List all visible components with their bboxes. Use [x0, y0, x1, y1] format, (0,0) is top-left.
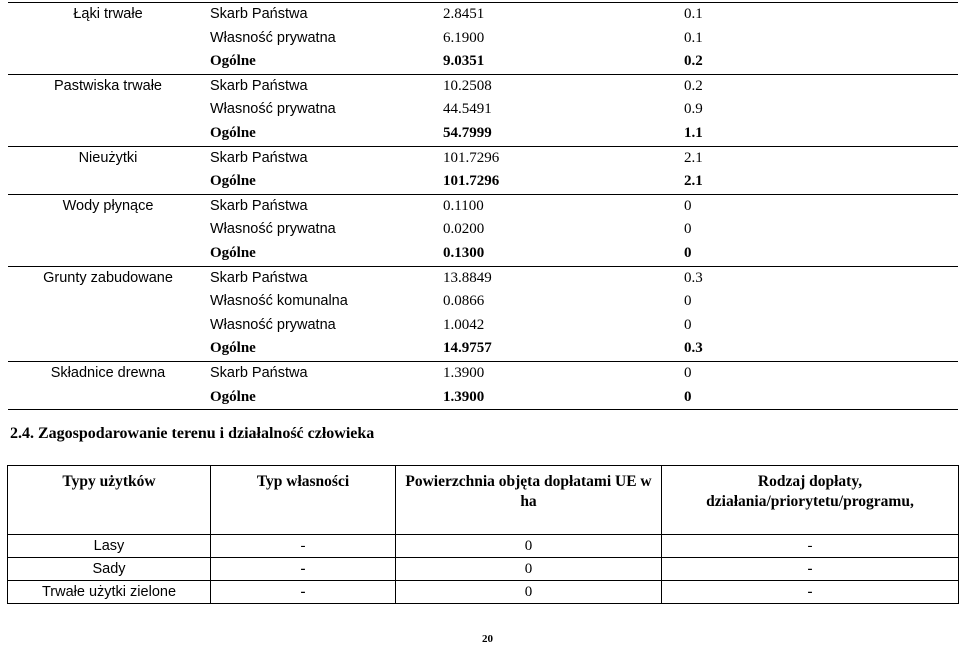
table-row — [8, 146, 958, 170]
land-use-type: Lasy — [8, 535, 211, 558]
percent-value: 0.3 — [682, 266, 958, 290]
page-number: 20 — [482, 633, 493, 645]
ownership-type: Własność komunalna — [210, 293, 348, 310]
ownership-type: Ogólne — [210, 124, 256, 141]
ownership-type: Skarb Państwa — [8, 74, 441, 98]
percent-value: 0.2 — [684, 53, 703, 70]
ownership-type: Ogólne — [210, 53, 256, 70]
percent-value: 0 — [684, 221, 692, 238]
header-ownership-type: Typ własności — [211, 466, 396, 535]
area-value: 2.8451 — [441, 3, 682, 27]
area-value: 1.3900 — [441, 386, 682, 410]
area-value: 101.7296 — [443, 173, 500, 190]
area-value: 1.0042 — [443, 316, 485, 333]
table-row — [8, 290, 958, 314]
area-value: 13.8849 — [441, 266, 682, 290]
area-value: 0.1100 — [441, 194, 682, 218]
ownership-type: Własność prywatna — [210, 221, 336, 238]
table-row — [8, 50, 958, 74]
area-value: 54.7999 — [443, 124, 492, 141]
table-row — [8, 337, 958, 361]
area-value: 14.9757 — [443, 340, 492, 357]
subsidy-kind: - — [662, 558, 959, 581]
ownership-type: Własność prywatna — [210, 316, 336, 333]
table-row — [8, 194, 958, 218]
percent-value: 0 — [684, 316, 692, 333]
area-value: 10.2508 — [441, 74, 682, 98]
table-header-row — [8, 466, 959, 535]
percent-value: 0 — [684, 244, 692, 261]
percent-value: 0.1 — [684, 29, 703, 46]
ownership-type: Własność prywatna — [210, 29, 336, 46]
table-row — [8, 218, 958, 242]
table-row — [8, 242, 958, 266]
percent-value: 0 — [682, 194, 958, 218]
table-row — [8, 361, 958, 385]
land-ownership-table — [8, 2, 958, 410]
percent-value: 0.2 — [682, 74, 958, 98]
area-value: 0.0866 — [443, 293, 485, 310]
table-row — [8, 386, 958, 410]
area-value: 0.0200 — [443, 221, 485, 238]
percent-value: 2.1 — [682, 146, 958, 170]
ownership-type: Własność prywatna — [210, 101, 336, 118]
land-use-type: Trwałe użytki zielone — [8, 581, 211, 604]
table-row — [8, 581, 959, 604]
percent-value: 0 — [682, 361, 958, 385]
subsidy-kind: - — [662, 535, 959, 558]
percent-value: 0.1 — [682, 3, 958, 27]
ownership-type: Skarb Państwa — [8, 194, 441, 218]
header-subsidized-area: Powierzchnia objęta dopłatami UE w ha — [396, 466, 662, 535]
subsidized-area: 0 — [396, 558, 662, 581]
table-row — [8, 314, 958, 338]
subsidy-kind: - — [662, 581, 959, 604]
percent-value: 2.1 — [684, 173, 703, 190]
land-use-type: Składnice drewna — [50, 364, 166, 381]
ownership-type: Skarb Państwa — [8, 361, 441, 385]
ownership-type: Ogólne — [210, 340, 256, 357]
land-use-type: Wody płynące — [62, 197, 154, 214]
table-row — [8, 558, 959, 581]
table-row — [8, 266, 958, 290]
header-land-use-type: Typy użytków — [8, 466, 211, 535]
area-value: 0.1300 — [443, 244, 485, 261]
table-row — [8, 3, 958, 27]
subsidized-area: 0 — [396, 581, 662, 604]
land-use-type: Łąki trwałe — [73, 6, 143, 22]
table-row — [8, 122, 958, 146]
ownership-type: - — [211, 558, 396, 581]
ownership-type: Ogólne — [210, 173, 256, 190]
table-row — [8, 27, 958, 51]
table-row — [8, 74, 958, 98]
ownership-type: Ogólne — [210, 244, 256, 261]
percent-value: 0.9 — [684, 101, 703, 118]
land-use-type: Nieużytki — [78, 149, 138, 166]
ownership-type: Skarb Państwa — [8, 146, 441, 170]
percent-value: 0 — [684, 293, 692, 310]
land-use-type: Grunty zabudowane — [43, 269, 173, 286]
area-value: 44.5491 — [443, 101, 492, 118]
percent-value: 0.3 — [684, 340, 703, 357]
percent-value: 0 — [682, 386, 958, 410]
table-row — [8, 98, 958, 122]
area-value: 1.3900 — [441, 361, 682, 385]
area-value: 9.0351 — [443, 53, 485, 70]
table-row — [8, 535, 959, 558]
subsidized-area: 0 — [396, 535, 662, 558]
ownership-type: Skarb Państwa — [8, 3, 441, 27]
percent-value: 1.1 — [684, 124, 703, 141]
ownership-type: - — [211, 535, 396, 558]
table-row — [8, 170, 958, 194]
land-use-type: Pastwiska trwałe — [54, 77, 162, 94]
land-use-type: Sady — [8, 558, 211, 581]
eu-subsidy-table — [7, 465, 959, 604]
area-value: 6.1900 — [443, 29, 485, 46]
ownership-type: Skarb Państwa — [8, 266, 441, 290]
section-heading: 2.4. Zagospodarowanie terenu i działalność człowieka — [10, 425, 375, 442]
ownership-type: Ogólne — [8, 386, 441, 410]
header-subsidy-kind: Rodzaj dopłaty, działania/priorytetu/programu, — [662, 466, 959, 535]
ownership-type: - — [211, 581, 396, 604]
area-value: 101.7296 — [441, 146, 682, 170]
